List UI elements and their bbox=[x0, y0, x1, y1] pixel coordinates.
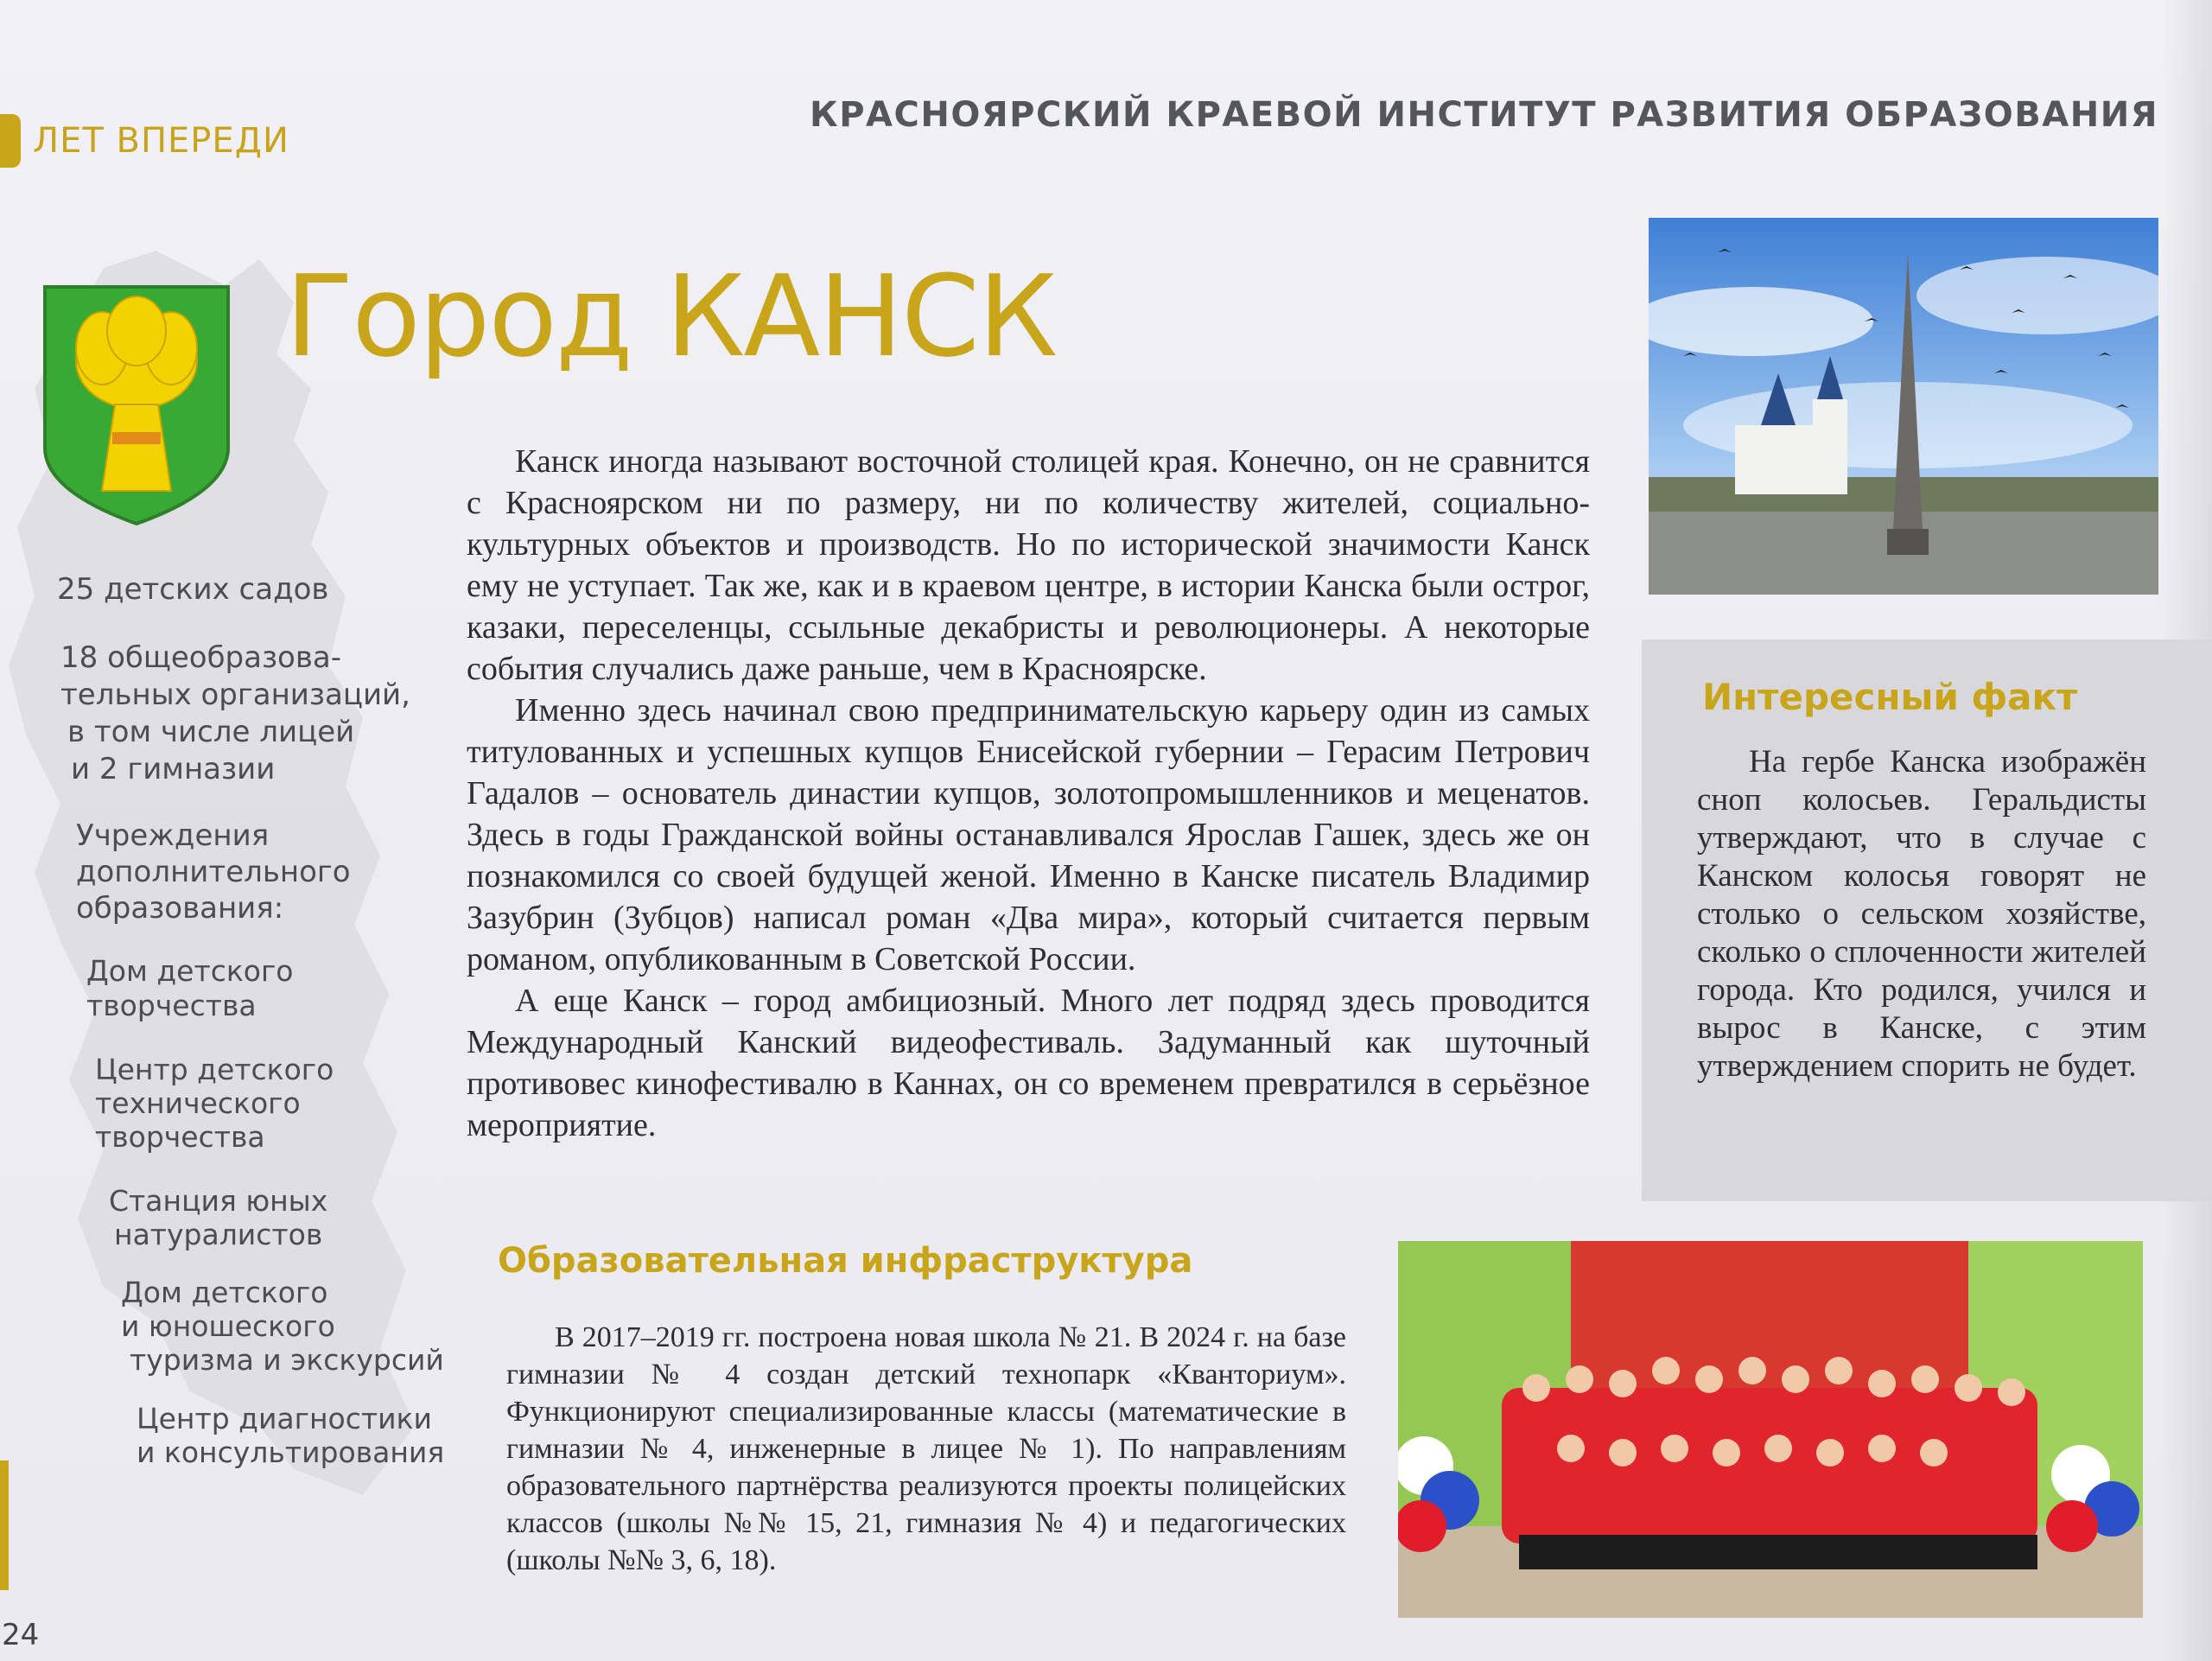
interesting-fact-box bbox=[1642, 640, 2212, 1201]
institution-line: Дом детского bbox=[86, 954, 294, 988]
institutions-heading-line: дополнительного bbox=[76, 855, 351, 889]
city-monument-photo bbox=[1649, 218, 2158, 595]
institution-item bbox=[86, 954, 294, 1023]
education-heading: Образовательная инфраструктура bbox=[498, 1241, 1193, 1281]
institution-line: Станция юных bbox=[109, 1184, 328, 1218]
fact-title: Интересный факт bbox=[1702, 676, 2078, 718]
article-body bbox=[467, 441, 1590, 1146]
page-number: 24 bbox=[2, 1618, 40, 1652]
page-edge-gold-bar bbox=[0, 1461, 9, 1590]
institution-line: Центр диагностики bbox=[137, 1402, 432, 1435]
institution-line: технического bbox=[95, 1086, 301, 1120]
coat-of-arms-icon bbox=[41, 283, 232, 527]
institution-line: Центр детского bbox=[95, 1053, 334, 1086]
children-group-photo bbox=[1398, 1241, 2143, 1618]
article-paragraph: А еще Канск – город амбициозный. Много лет подряд здесь проводится Международный Канский видеофестиваль. Задуманный как шуточный противовес кинофестивалю в Каннах, он со временем превратился в серьёзное мероприятие. bbox=[467, 983, 1590, 1143]
stat-schools-line: 18 общеобразова- bbox=[60, 640, 341, 675]
education-paragraph: В 2017–2019 гг. построена новая школа № 21. В 2024 г. на базе гимназии № 4 создан детский технопарк «Кванториум». Функционируют специализированные классы (математические в гимназии № 4, инженерные в лицее № 1). По направлениям образовательного партнёрства реализуются проекты полицейских классов (школы №№ 15, 21, гимназия № 4) и педагогических (школы №№ 3, 6, 18). bbox=[506, 1321, 1346, 1576]
education-text bbox=[506, 1319, 1346, 1579]
fact-text bbox=[1697, 743, 2146, 1085]
institution-item bbox=[109, 1184, 327, 1251]
institutions-heading bbox=[76, 818, 351, 926]
institution-line: Дом детского bbox=[121, 1276, 328, 1309]
header-left bbox=[0, 111, 289, 171]
institution-item bbox=[137, 1402, 444, 1469]
fact-paragraph: На гербе Канска изображён сноп колосьев. Геральдисты утверждают, что в случае с Канском колосья говорят не столько о сельском хозяйстве, сколько о сплоченности жителей города. Кто родился, учился и вырос в Канске, с этим утверждением спорить не будет. bbox=[1697, 744, 2146, 1084]
institution-item bbox=[121, 1276, 444, 1377]
institutions-heading-line: Учреждения bbox=[76, 818, 270, 853]
article-paragraph: Канск иногда называют восточной столицей края. Конечно, он не сравнится с Красноярском ни по размеру, ни по количеству жителей, социально-культурных объектов и производств. Но по исторической значимости Канск ему не уступает. Так же, как и в краевом центре, в истории Канска были острог, казаки, переселенцы, ссыльные декабристы и революционеры. А некоторые события случались даже раньше, чем в Красноярске. bbox=[467, 443, 1590, 687]
institution-line: и консультирования bbox=[137, 1435, 445, 1469]
header-institute-title: КРАСНОЯРСКИЙ КРАЕВОЙ ИНСТИТУТ РАЗВИТИЯ ОБРАЗОВАНИЯ bbox=[810, 95, 2158, 135]
institution-line: натуралистов bbox=[114, 1218, 323, 1251]
institution-line: творчества bbox=[95, 1120, 265, 1154]
stat-schools-line: и 2 гимназии bbox=[71, 752, 276, 786]
logo-mark-icon bbox=[0, 114, 21, 168]
article-paragraph: Именно здесь начинал свою предпринимательскую карьеру один из самых титулованных и успешных купцов Енисейской губернии – Герасим Петрович Гадалов – основатель династии купцов, золотопромышленников и меценатов. Здесь в годы Гражданской войны останавливался Ярослав Гашек, здесь же он познакомился со своей будущей женой. Именно в Канске писатель Владимир Зазубрин (Зубцов) написал роман «Два мира», который считается первым романом, опубликованным в Советской России. bbox=[467, 692, 1590, 977]
institution-line: туризма и экскурсий bbox=[130, 1343, 444, 1377]
header-left-title: ЛЕТ ВПЕРЕДИ bbox=[33, 121, 289, 161]
institution-line: и юношеского bbox=[121, 1309, 335, 1343]
institutions-heading-line: образования: bbox=[76, 891, 284, 926]
stat-schools-line: в том числе лицей bbox=[67, 715, 355, 749]
stat-schools-line: тельных организаций, bbox=[60, 678, 410, 712]
page-title: Город КАНСК bbox=[285, 251, 1057, 382]
stat-kindergartens: 25 детских садов bbox=[57, 572, 329, 607]
stat-schools bbox=[60, 640, 410, 788]
institution-line: творчества bbox=[86, 989, 257, 1022]
institution-item bbox=[95, 1053, 334, 1154]
